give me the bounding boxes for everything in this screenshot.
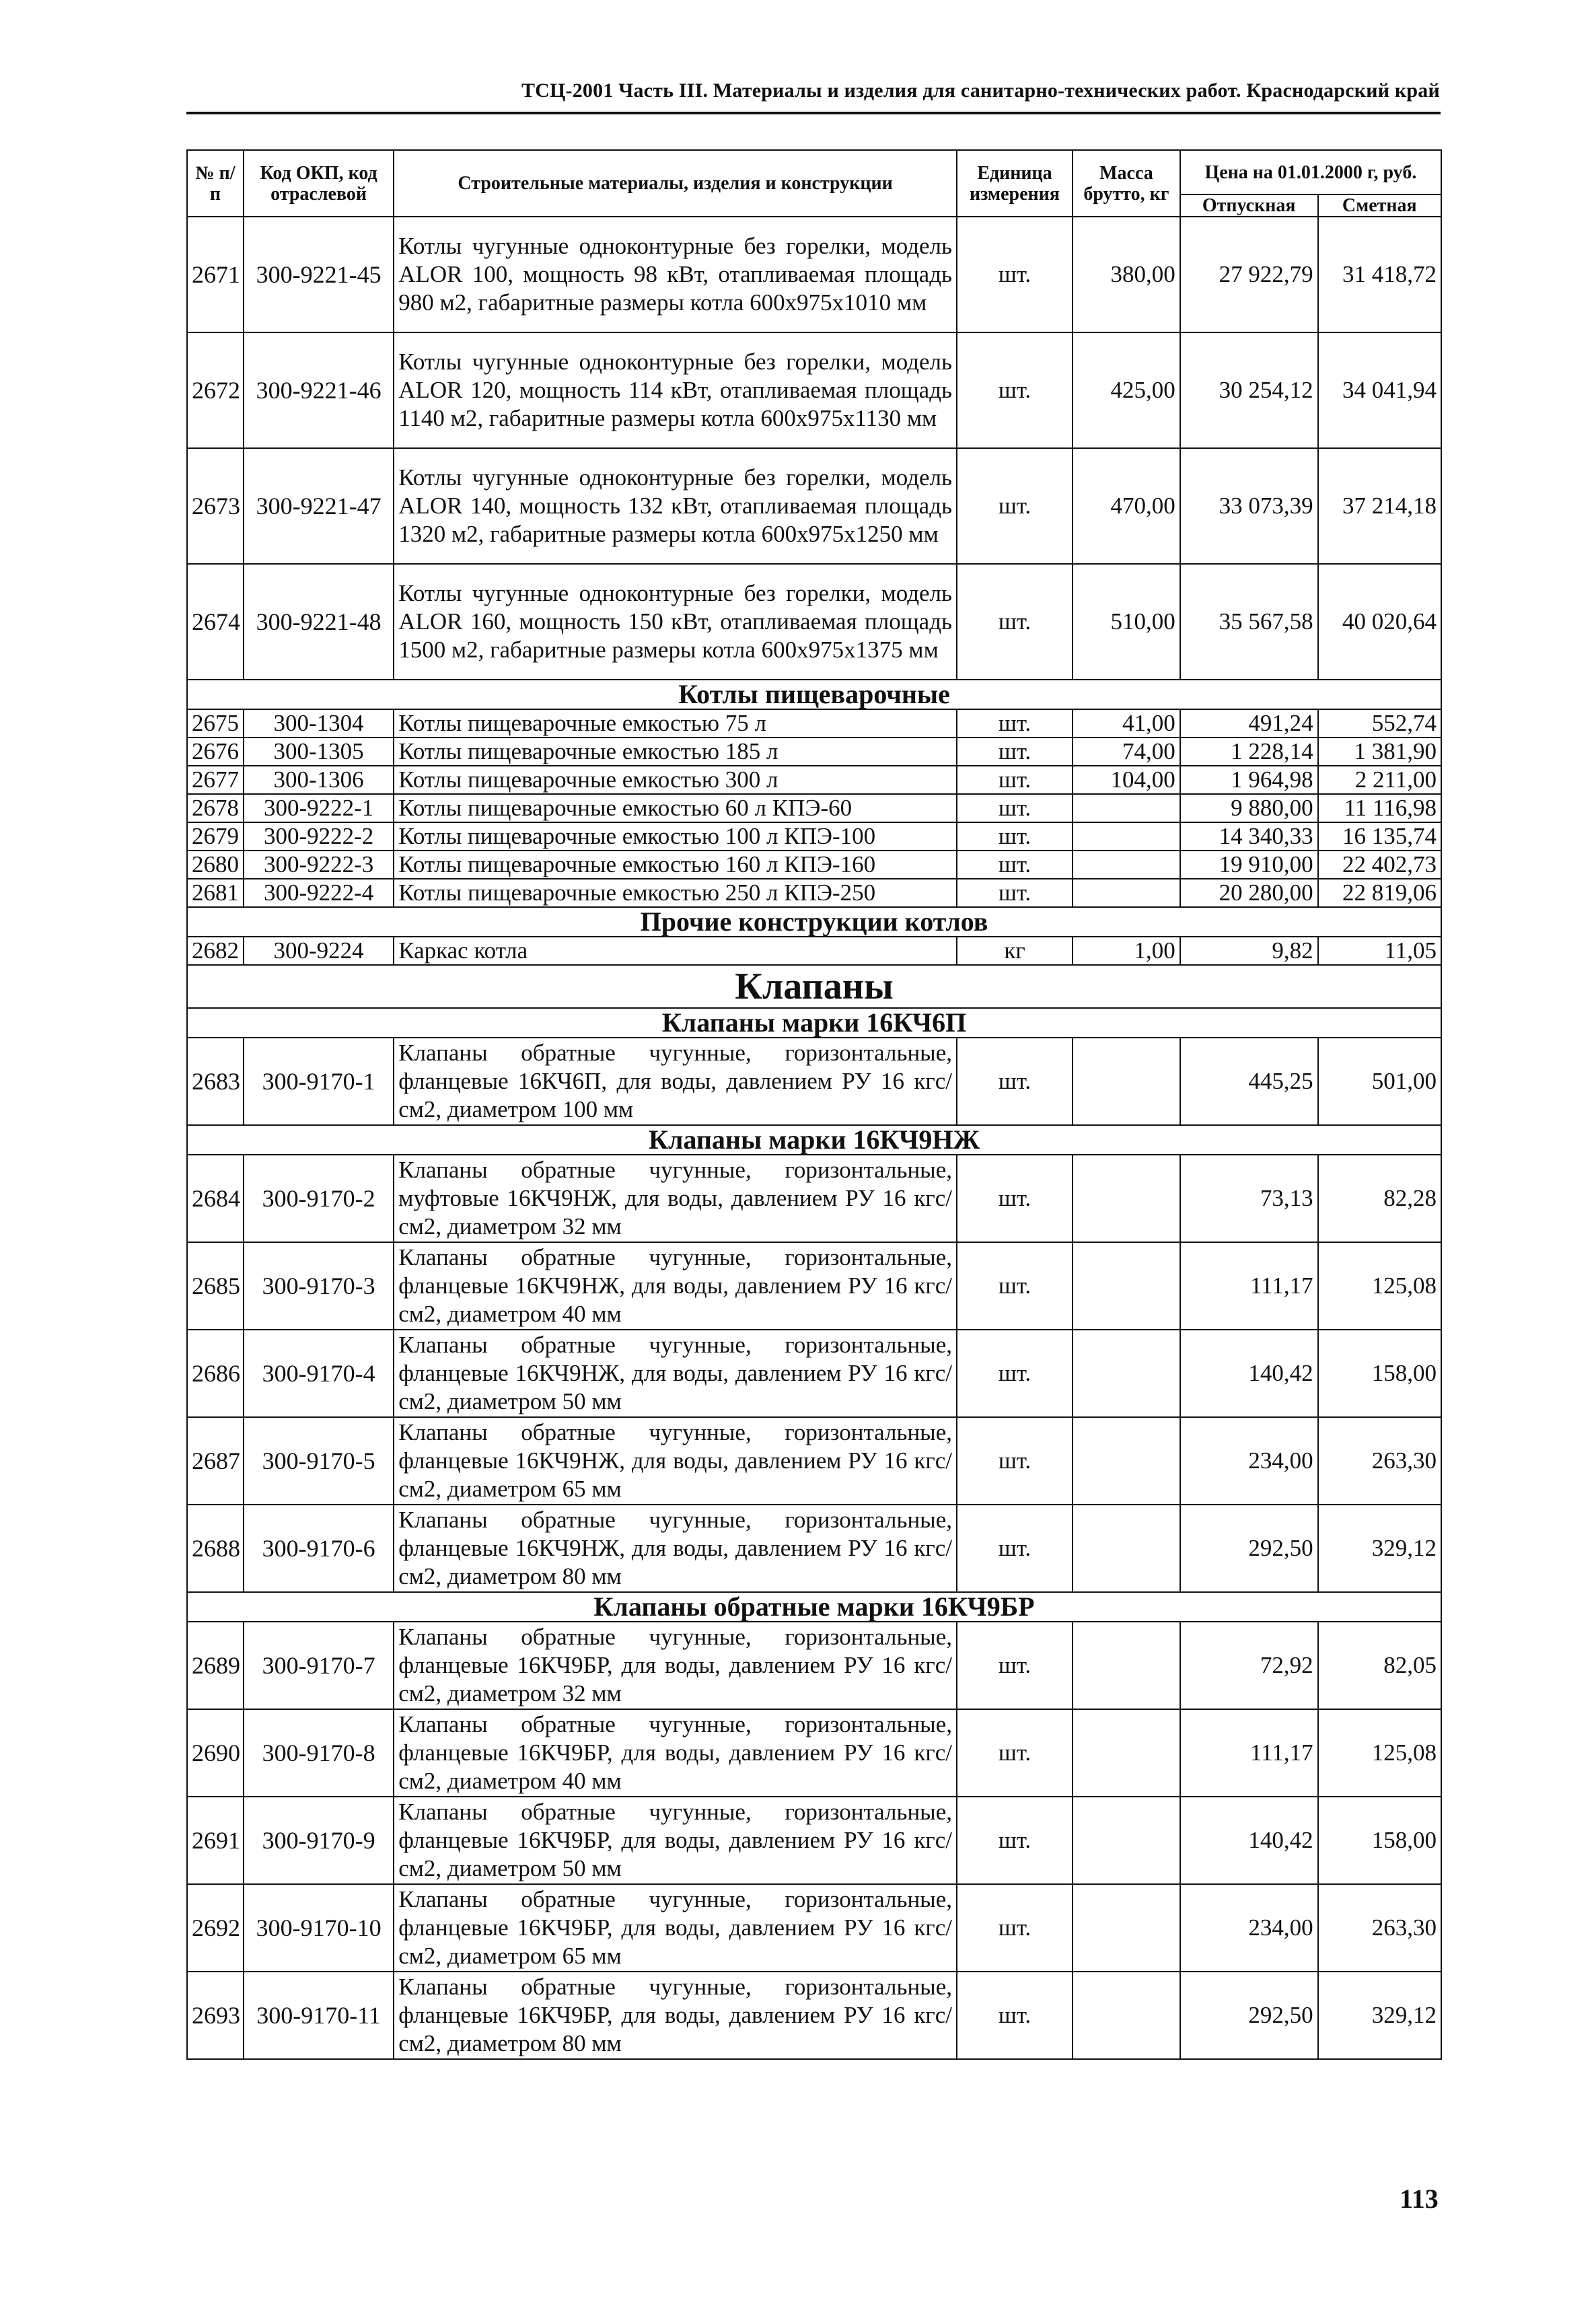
header-name: Строительные материалы, изделия и конструкции	[394, 150, 957, 217]
row-price-estimate: 501,00	[1318, 1038, 1441, 1125]
row-code: 300-9222-1	[244, 794, 394, 822]
row-price-release: 292,50	[1180, 1972, 1318, 2059]
row-code: 300-9224	[244, 937, 394, 965]
row-no: 2690	[187, 1709, 244, 1797]
row-mass	[1073, 1242, 1180, 1330]
header-code: Код ОКП, код отраслевой	[244, 150, 394, 217]
section-title: Клапаны марки 16КЧ9НЖ	[187, 1125, 1441, 1155]
section-title: Клапаны марки 16КЧ6П	[187, 1008, 1441, 1038]
row-mass	[1073, 1797, 1180, 1884]
row-price-estimate: 125,08	[1318, 1709, 1441, 1797]
table-row	[187, 1242, 1441, 1330]
row-code: 300-9170-7	[244, 1622, 394, 1709]
row-price-estimate: 158,00	[1318, 1797, 1441, 1884]
row-name: Котлы пищеварочные емкостью 160 л КПЭ-160	[394, 851, 957, 879]
row-price-estimate: 552,74	[1318, 709, 1441, 738]
row-name: Котлы пищеварочные емкостью 75 л	[394, 709, 957, 738]
row-price-release: 27 922,79	[1180, 217, 1318, 332]
row-code: 300-9170-4	[244, 1330, 394, 1417]
header-price: Цена на 01.01.2000 г, руб.	[1180, 150, 1441, 194]
row-price-release: 1 964,98	[1180, 766, 1318, 794]
row-mass	[1073, 794, 1180, 822]
row-name: Каркас котла	[394, 937, 957, 965]
row-unit: шт.	[957, 738, 1073, 766]
row-name: Клапаны обратные чугунные, горизонтальные, фланцевые 16КЧ9БР, для воды, давлением РУ 16 кгс/см2, диаметром 32 мм	[394, 1622, 957, 1709]
table-row	[187, 1155, 1441, 1242]
row-no: 2691	[187, 1797, 244, 1884]
row-price-estimate: 16 135,74	[1318, 822, 1441, 851]
row-code: 300-9170-1	[244, 1038, 394, 1125]
row-name: Клапаны обратные чугунные, горизонтальные, фланцевые 16КЧ9БР, для воды, давлением РУ 16 кгс/см2, диаметром 80 мм	[394, 1972, 957, 2059]
row-unit: шт.	[957, 1622, 1073, 1709]
row-mass: 470,00	[1073, 448, 1180, 564]
row-code: 300-9170-6	[244, 1505, 394, 1592]
row-no: 2678	[187, 794, 244, 822]
row-no: 2686	[187, 1330, 244, 1417]
row-unit: шт.	[957, 1972, 1073, 2059]
row-name: Котлы пищеварочные емкостью 300 л	[394, 766, 957, 794]
row-price-estimate: 329,12	[1318, 1505, 1441, 1592]
row-code: 300-9221-47	[244, 448, 394, 564]
row-price-estimate: 37 214,18	[1318, 448, 1441, 564]
row-code: 300-9170-5	[244, 1417, 394, 1505]
row-code: 300-9170-8	[244, 1709, 394, 1797]
row-price-release: 9 880,00	[1180, 794, 1318, 822]
section-title: Котлы пищеварочные	[187, 680, 1441, 709]
row-mass	[1073, 1884, 1180, 1972]
row-mass	[1073, 1709, 1180, 1797]
table-row	[187, 1622, 1441, 1709]
row-price-estimate: 329,12	[1318, 1972, 1441, 2059]
row-no: 2671	[187, 217, 244, 332]
row-mass: 104,00	[1073, 766, 1180, 794]
table-row	[187, 851, 1441, 879]
row-price-release: 234,00	[1180, 1884, 1318, 1972]
row-price-estimate: 11 116,98	[1318, 794, 1441, 822]
row-mass	[1073, 879, 1180, 907]
row-name: Котлы пищеварочные емкостью 250 л КПЭ-250	[394, 879, 957, 907]
table-row	[187, 1709, 1441, 1797]
row-mass	[1073, 822, 1180, 851]
row-no: 2688	[187, 1505, 244, 1592]
table-row	[187, 766, 1441, 794]
row-unit: шт.	[957, 1505, 1073, 1592]
row-price-estimate: 22 819,06	[1318, 879, 1441, 907]
header-no: № п/п	[187, 150, 244, 217]
row-unit: шт.	[957, 448, 1073, 564]
row-unit: шт.	[957, 766, 1073, 794]
section-header-other	[187, 907, 1441, 937]
row-name: Котлы чугунные одноконтурные без горелки, модель ALOR 100, мощность 98 кВт, отапливаемая площадь 980 м2, габаритные размеры котла 600x975x1010 мм	[394, 217, 957, 332]
row-mass: 510,00	[1073, 564, 1180, 680]
header-price-release: Отпускная	[1180, 194, 1318, 217]
table-row	[187, 937, 1441, 965]
row-mass	[1073, 851, 1180, 879]
row-price-release: 491,24	[1180, 709, 1318, 738]
table-row	[187, 1330, 1441, 1417]
row-price-release: 1 228,14	[1180, 738, 1318, 766]
row-name: Клапаны обратные чугунные, горизонтальные, фланцевые 16КЧ9БР, для воды, давлением РУ 16 кгс/см2, диаметром 50 мм	[394, 1797, 957, 1884]
header-rule	[186, 112, 1441, 114]
row-no: 2675	[187, 709, 244, 738]
row-mass	[1073, 1417, 1180, 1505]
row-mass	[1073, 1330, 1180, 1417]
header-unit: Единица измерения	[957, 150, 1073, 217]
section-title: Прочие конструкции котлов	[187, 907, 1441, 937]
row-name: Котлы пищеварочные емкостью 100 л КПЭ-100	[394, 822, 957, 851]
row-code: 300-9222-2	[244, 822, 394, 851]
row-no: 2676	[187, 738, 244, 766]
page-number: 113	[1400, 2184, 1439, 2214]
row-price-release: 234,00	[1180, 1417, 1318, 1505]
row-price-estimate: 82,28	[1318, 1155, 1441, 1242]
row-no: 2693	[187, 1972, 244, 2059]
row-unit: шт.	[957, 1709, 1073, 1797]
row-no: 2682	[187, 937, 244, 965]
row-unit: шт.	[957, 1155, 1073, 1242]
row-price-release: 140,42	[1180, 1330, 1318, 1417]
row-no: 2673	[187, 448, 244, 564]
row-name: Котлы пищеварочные емкостью 60 л КПЭ-60	[394, 794, 957, 822]
row-code: 300-9221-45	[244, 217, 394, 332]
row-price-estimate: 82,05	[1318, 1622, 1441, 1709]
row-no: 2681	[187, 879, 244, 907]
row-unit: шт.	[957, 1884, 1073, 1972]
row-no: 2680	[187, 851, 244, 879]
row-code: 300-1306	[244, 766, 394, 794]
row-no: 2683	[187, 1038, 244, 1125]
row-code: 300-9170-11	[244, 1972, 394, 2059]
row-code: 300-9170-2	[244, 1155, 394, 1242]
row-price-release: 30 254,12	[1180, 332, 1318, 448]
row-mass: 425,00	[1073, 332, 1180, 448]
row-price-release: 111,17	[1180, 1709, 1318, 1797]
row-unit: шт.	[957, 851, 1073, 879]
row-price-release: 292,50	[1180, 1505, 1318, 1592]
row-name: Клапаны обратные чугунные, горизонтальные, фланцевые 16КЧ9БР, для воды, давлением РУ 16 кгс/см2, диаметром 40 мм	[394, 1709, 957, 1797]
section-title: Клапаны	[187, 965, 1441, 1008]
row-price-release: 20 280,00	[1180, 879, 1318, 907]
section-header-cooking	[187, 680, 1441, 709]
row-price-estimate: 263,30	[1318, 1884, 1441, 1972]
header-price-estimate: Сметная	[1318, 194, 1441, 217]
section-header-16kch6p	[187, 1008, 1441, 1038]
table-row	[187, 1972, 1441, 2059]
row-price-release: 73,13	[1180, 1155, 1318, 1242]
row-unit: шт.	[957, 1797, 1073, 1884]
row-price-release: 33 073,39	[1180, 448, 1318, 564]
row-no: 2677	[187, 766, 244, 794]
row-name: Клапаны обратные чугунные, горизонтальные, муфтовые 16КЧ9НЖ, для воды, давлением РУ 16 кгс/см2, диаметром 32 мм	[394, 1155, 957, 1242]
row-no: 2679	[187, 822, 244, 851]
row-name: Клапаны обратные чугунные, горизонтальные, фланцевые 16КЧ6П, для воды, давлением РУ 16 кгс/см2, диаметром 100 мм	[394, 1038, 957, 1125]
row-mass	[1073, 1038, 1180, 1125]
row-name: Клапаны обратные чугунные, горизонтальные, фланцевые 16КЧ9БР, для воды, давлением РУ 16 кгс/см2, диаметром 65 мм	[394, 1884, 957, 1972]
row-unit: шт.	[957, 879, 1073, 907]
row-mass: 380,00	[1073, 217, 1180, 332]
row-code: 300-9222-3	[244, 851, 394, 879]
row-name: Котлы чугунные одноконтурные без горелки, модель ALOR 120, мощность 114 кВт, отапливаемая площадь 1140 м2, габаритные размеры котла 600x975x1130 мм	[394, 332, 957, 448]
row-code: 300-1304	[244, 709, 394, 738]
row-mass: 41,00	[1073, 709, 1180, 738]
table-row	[187, 332, 1441, 448]
table-row	[187, 1884, 1441, 1972]
row-code: 300-9170-10	[244, 1884, 394, 1972]
row-unit: шт.	[957, 1330, 1073, 1417]
row-price-estimate: 125,08	[1318, 1242, 1441, 1330]
row-unit: кг	[957, 937, 1073, 965]
row-price-release: 9,82	[1180, 937, 1318, 965]
row-no: 2672	[187, 332, 244, 448]
row-code: 300-9170-9	[244, 1797, 394, 1884]
row-name: Котлы пищеварочные емкостью 185 л	[394, 738, 957, 766]
row-price-estimate: 1 381,90	[1318, 738, 1441, 766]
table-row	[187, 1505, 1441, 1592]
row-price-estimate: 34 041,94	[1318, 332, 1441, 448]
row-price-release: 35 567,58	[1180, 564, 1318, 680]
row-mass	[1073, 1155, 1180, 1242]
row-price-release: 445,25	[1180, 1038, 1318, 1125]
page-header-title: ТСЦ-2001 Часть III. Материалы и изделия для санитарно-технических работ. Краснодарский край	[521, 79, 1440, 102]
row-price-estimate: 40 020,64	[1318, 564, 1441, 680]
row-unit: шт.	[957, 1417, 1073, 1505]
row-price-release: 72,92	[1180, 1622, 1318, 1709]
row-unit: шт.	[957, 217, 1073, 332]
row-unit: шт.	[957, 1242, 1073, 1330]
row-name: Котлы чугунные одноконтурные без горелки, модель ALOR 160, мощность 150 кВт, отапливаемая площадь 1500 м2, габаритные размеры котла 600x975x1375 мм	[394, 564, 957, 680]
row-unit: шт.	[957, 794, 1073, 822]
row-name: Клапаны обратные чугунные, горизонтальные, фланцевые 16КЧ9НЖ, для воды, давлением РУ 16 кгс/см2, диаметром 80 мм	[394, 1505, 957, 1592]
row-code: 300-1305	[244, 738, 394, 766]
row-no: 2674	[187, 564, 244, 680]
row-name: Котлы чугунные одноконтурные без горелки, модель ALOR 140, мощность 132 кВт, отапливаемая площадь 1320 м2, габаритные размеры котла 600x975x1250 мм	[394, 448, 957, 564]
row-mass: 1,00	[1073, 937, 1180, 965]
header-mass: Масса брутто, кг	[1073, 150, 1180, 217]
row-name: Клапаны обратные чугунные, горизонтальные, фланцевые 16КЧ9НЖ, для воды, давлением РУ 16 кгс/см2, диаметром 40 мм	[394, 1242, 957, 1330]
table-row	[187, 1417, 1441, 1505]
section-header-16kch9nzh	[187, 1125, 1441, 1155]
row-price-release: 140,42	[1180, 1797, 1318, 1884]
table-row	[187, 448, 1441, 564]
row-unit: шт.	[957, 564, 1073, 680]
table-row	[187, 879, 1441, 907]
row-code: 300-9221-46	[244, 332, 394, 448]
table-body	[187, 217, 1441, 2059]
row-unit: шт.	[957, 1038, 1073, 1125]
table-row	[187, 738, 1441, 766]
row-name: Клапаны обратные чугунные, горизонтальные, фланцевые 16КЧ9НЖ, для воды, давлением РУ 16 кгс/см2, диаметром 50 мм	[394, 1330, 957, 1417]
table-row	[187, 1797, 1441, 1884]
row-name: Клапаны обратные чугунные, горизонтальные, фланцевые 16КЧ9НЖ, для воды, давлением РУ 16 кгс/см2, диаметром 65 мм	[394, 1417, 957, 1505]
row-code: 300-9170-3	[244, 1242, 394, 1330]
row-price-estimate: 263,30	[1318, 1417, 1441, 1505]
row-price-release: 19 910,00	[1180, 851, 1318, 879]
row-price-release: 111,17	[1180, 1242, 1318, 1330]
table-row	[187, 564, 1441, 680]
row-no: 2685	[187, 1242, 244, 1330]
row-price-estimate: 2 211,00	[1318, 766, 1441, 794]
row-code: 300-9222-4	[244, 879, 394, 907]
row-price-estimate: 11,05	[1318, 937, 1441, 965]
section-header-16kch9br	[187, 1592, 1441, 1622]
row-mass	[1073, 1972, 1180, 2059]
table-row	[187, 794, 1441, 822]
row-price-release: 14 340,33	[1180, 822, 1318, 851]
table-row	[187, 822, 1441, 851]
row-unit: шт.	[957, 332, 1073, 448]
section-header-valves	[187, 965, 1441, 1008]
row-price-estimate: 158,00	[1318, 1330, 1441, 1417]
row-no: 2692	[187, 1884, 244, 1972]
row-mass	[1073, 1622, 1180, 1709]
table-row	[187, 709, 1441, 738]
row-no: 2689	[187, 1622, 244, 1709]
row-mass: 74,00	[1073, 738, 1180, 766]
row-price-estimate: 22 402,73	[1318, 851, 1441, 879]
row-no: 2687	[187, 1417, 244, 1505]
row-code: 300-9221-48	[244, 564, 394, 680]
row-unit: шт.	[957, 709, 1073, 738]
row-price-estimate: 31 418,72	[1318, 217, 1441, 332]
section-title: Клапаны обратные марки 16КЧ9БР	[187, 1592, 1441, 1622]
table-row	[187, 217, 1441, 332]
row-no: 2684	[187, 1155, 244, 1242]
row-mass	[1073, 1505, 1180, 1592]
table-row	[187, 1038, 1441, 1125]
row-unit: шт.	[957, 822, 1073, 851]
price-table	[186, 149, 1442, 2060]
